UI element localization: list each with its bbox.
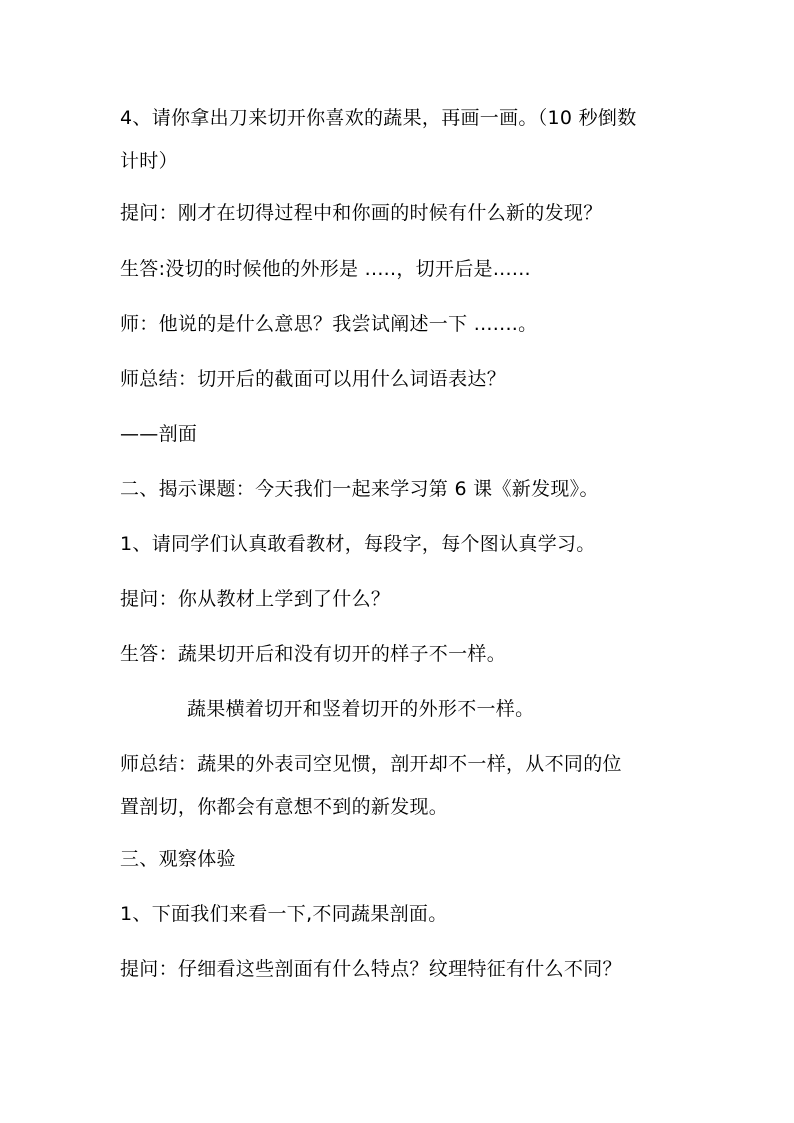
paragraph-line-3: 提问：刚才在切得过程中和你画的时候有什么新的发现？ <box>120 202 603 224</box>
paragraph-line-16: 1、下面我们来看一下,不同蔬果剖面。 <box>120 903 448 925</box>
paragraph-line-9: 1、请同学们认真敢看教材，每段字，每个图认真学习。 <box>120 533 596 555</box>
paragraph-line-2: 计时） <box>120 150 178 172</box>
paragraph-line-13: 师总结：蔬果的外表司空见惯，剖开却不一样，从不同的位 <box>120 753 622 775</box>
paragraph-line-4: 生答:没切的时候他的外形是 .....，切开后是...... <box>120 258 531 280</box>
paragraph-line-10: 提问：你从教材上学到了什么？ <box>120 588 391 610</box>
paragraph-line-11: 生答：蔬果切开后和没有切开的样子不一样。 <box>120 643 507 665</box>
paragraph-line-17: 提问：仔细看这些剖面有什么特点？纹理特征有什么不同？ <box>120 958 622 980</box>
paragraph-line-5: 师：他说的是什么意思？我尝试阐述一下 .......。 <box>120 313 538 335</box>
paragraph-line-7: ——剖面 <box>120 423 198 445</box>
paragraph-line-14: 置剖切，你都会有意想不到的新发现。 <box>120 796 449 818</box>
paragraph-line-1: 4、请你拿出刀来切开你喜欢的蔬果，再画一画。（10 秒倒数 <box>120 107 637 129</box>
paragraph-line-12: 蔬果横着切开和竖着切开的外形不一样。 <box>187 698 535 720</box>
paragraph-line-6: 师总结：切开后的截面可以用什么词语表达？ <box>120 368 507 390</box>
paragraph-line-15: 三、观察体验 <box>120 848 236 870</box>
paragraph-line-8: 二、揭示课题：今天我们一起来学习第 6 课《新发现》。 <box>120 478 599 500</box>
